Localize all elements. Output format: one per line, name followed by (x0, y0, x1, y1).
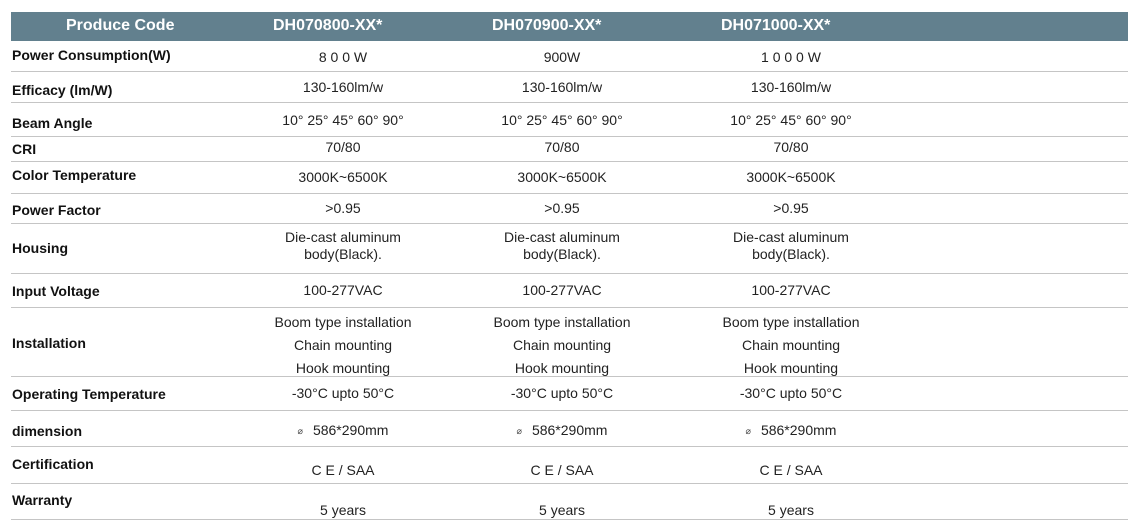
row-label: Housing (12, 240, 68, 256)
table-row (11, 447, 1128, 484)
spec-value-line: Hook mounting (743, 360, 839, 376)
spec-value: 5 years (768, 502, 814, 518)
spec-value-line: Hook mounting (514, 360, 610, 376)
spec-value-line: Die-cast aluminum (504, 229, 620, 245)
spec-value: 100-277VAC (303, 282, 383, 298)
row-label: Input Voltage (12, 283, 100, 299)
spec-value: 10° 25° 45° 60° 90° (282, 112, 404, 128)
spec-value (233, 311, 453, 380)
spec-value: ⌀ 586*290mm (516, 422, 608, 438)
spec-value: 3000K~6500K (746, 169, 836, 185)
spec-table (11, 12, 1128, 520)
table-row (11, 274, 1128, 308)
table-row (11, 103, 1128, 137)
spec-value-line: Boom type installation (493, 314, 631, 330)
spec-value (681, 311, 901, 380)
row-label: Certification (12, 456, 94, 472)
spec-value: 10° 25° 45° 60° 90° (730, 112, 852, 128)
table-header (11, 12, 1128, 41)
spec-value: 130-160lm/w (302, 79, 384, 95)
table-row (11, 224, 1128, 274)
spec-value: 900W (543, 49, 581, 65)
table-row (11, 137, 1128, 162)
spec-value-line: Chain mounting (741, 337, 841, 353)
spec-value: 130-160lm/w (521, 79, 603, 95)
spec-value (452, 311, 672, 380)
spec-value: 100-277VAC (522, 282, 602, 298)
spec-value-line: Die-cast aluminum (733, 229, 849, 245)
model-header: DH070900-XX* (492, 17, 602, 34)
spec-value: >0.95 (325, 200, 361, 216)
header-label: Produce Code (66, 17, 175, 34)
spec-value: 10° 25° 45° 60° 90° (501, 112, 623, 128)
table-row (11, 484, 1128, 520)
table-row (11, 308, 1128, 377)
spec-value: 3000K~6500K (517, 169, 607, 185)
spec-value (233, 229, 453, 263)
spec-value: 5 years (539, 502, 585, 518)
spec-value: C E / SAA (311, 462, 375, 478)
spec-value: 70/80 (325, 139, 361, 155)
row-label: Operating Temperature (12, 386, 166, 402)
model-header: DH070800-XX* (273, 17, 383, 34)
row-label: Color Temperature (12, 167, 137, 183)
spec-value-line: body(Black). (752, 246, 830, 262)
table-row (11, 41, 1128, 72)
spec-value (681, 229, 901, 263)
row-label: Power Factor (12, 202, 101, 218)
spec-value: 3000K~6500K (298, 169, 388, 185)
spec-value: >0.95 (773, 200, 809, 216)
spec-value: 70/80 (773, 139, 809, 155)
spec-value-line: Hook mounting (295, 360, 391, 376)
table-row (11, 72, 1128, 103)
row-label: Power Consumption(W) (12, 47, 171, 63)
spec-value-line: Die-cast aluminum (285, 229, 401, 245)
row-label: Warranty (12, 492, 73, 508)
spec-value-line: body(Black). (523, 246, 601, 262)
diameter-icon: ⌀ (297, 425, 303, 436)
table-row (11, 411, 1128, 447)
spec-value: 5 years (320, 502, 366, 518)
spec-value: ⌀ 586*290mm (297, 422, 389, 438)
row-label: Efficacy (lm/W) (12, 82, 113, 98)
row-label: Installation (12, 335, 86, 351)
spec-value-line: Boom type installation (274, 314, 412, 330)
spec-value: C E / SAA (759, 462, 823, 478)
spec-value: C E / SAA (530, 462, 594, 478)
table-row (11, 377, 1128, 411)
row-label: dimension (12, 423, 83, 439)
spec-value: -30°C upto 50°C (291, 385, 395, 401)
table-row (11, 194, 1128, 224)
table-body (11, 41, 1128, 520)
spec-value-line: Boom type installation (722, 314, 860, 330)
diameter-icon: ⌀ (745, 425, 751, 436)
spec-value: 130-160lm/w (750, 79, 832, 95)
spec-value-line: Chain mounting (512, 337, 612, 353)
spec-value: -30°C upto 50°C (739, 385, 843, 401)
diameter-icon: ⌀ (516, 425, 522, 436)
table-row (11, 162, 1128, 194)
row-label: CRI (12, 141, 37, 157)
spec-value: 1 0 0 0 W (761, 49, 821, 65)
spec-value: ⌀ 586*290mm (745, 422, 837, 438)
spec-value: 70/80 (544, 139, 580, 155)
spec-value-line: Chain mounting (293, 337, 393, 353)
spec-value: 8 0 0 W (318, 49, 368, 65)
model-header: DH071000-XX* (721, 17, 831, 34)
row-label: Beam Angle (12, 115, 93, 131)
spec-value: >0.95 (544, 200, 580, 216)
spec-value-line: body(Black). (304, 246, 382, 262)
spec-value (452, 229, 672, 263)
spec-value: -30°C upto 50°C (510, 385, 614, 401)
spec-value: 100-277VAC (751, 282, 831, 298)
